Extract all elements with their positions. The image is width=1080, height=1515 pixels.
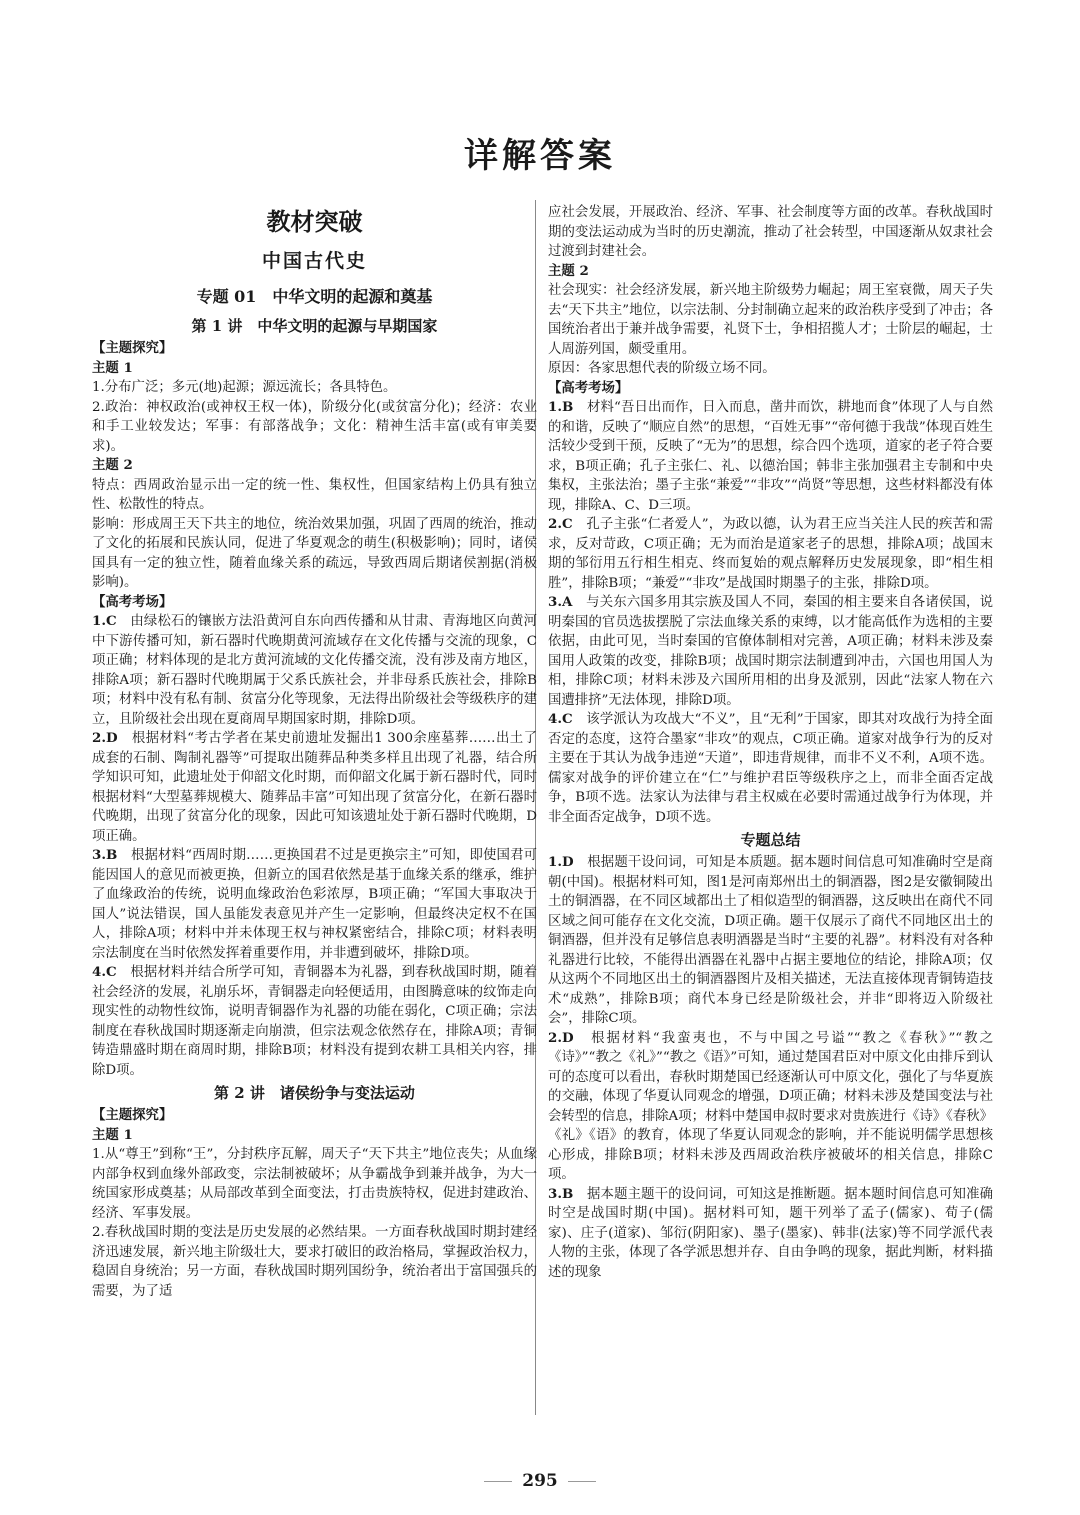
page-number: 295 — [0, 1471, 1080, 1491]
theme-label: 主题 1 — [92, 359, 133, 376]
answer-explanation: 根据材料“考古学者在某史前遗址发掘出1 300余座墓葬……出土了成套的石制、陶制礼器等”可提取出随葬品种类多样且出现了礼器，结合所学知识可知，此遗址处于仰韶文化时期，而仰韶文化属于新石器时代，同时根据材料“大型墓葬规模大、随葬品丰富”可知出现了贫富分化，在新石器时代晚期，出现了贫富分化的现象，因此可知该遗址处于新石器时代晚期，D项正确。 — [92, 731, 537, 844]
right-column — [548, 203, 993, 1282]
section-label-exam: 【高考考场】 — [92, 593, 173, 610]
answer-explanation: 由绿松石的镶嵌方法沿黄河自东向西传播和从甘肃、青海地区向黄河中下游传播可知，新石器时代晚期黄河流域存在文化传播与交流的现象，C项正确；材料体现的是北方黄河流域的文化传播交流，没有涉及南方地区，排除A项；新石器时代晚期属于父系氏族社会，并非母系氏族社会，排除B项；材料中没有私有制、贫富分化等现象，无法得出阶级社会等级秩序的建立，且阶级社会出现在夏商周早期国家时期，排除D项。 — [92, 614, 537, 727]
answer-key: 3.B — [548, 1185, 574, 1202]
answer-text: 1.从“尊王”到称“王”，分封秩序瓦解，周天子“天下共主”地位丧失；从血缘内部争权到血缘外部政变，宗法制被破坏；从争霸战争到兼并战争，为大一统国家形成奠基；从局部改革到全面变法，打击贵族特权，促进封建政治、经济、军事发展。 — [92, 1147, 537, 1221]
exam-answer-item — [92, 729, 537, 846]
answer-text: 1.分布广泛；多元(地)起源；源远流长；各具特色。 — [92, 380, 397, 395]
summary-answer-item — [548, 1185, 993, 1283]
theme-label: 主题 2 — [548, 262, 589, 279]
answer-explanation: 与关东六国多用其宗族及国人不同，秦国的相主要来自各诸侯国，说明秦国的官员选拔摆脱了宗法血缘关系的束缚，以才能高低作为选相的主要依据，由此可见，当时秦国的官僚体制相对完善，A项正确；材料未涉及秦国用人政策的改变，排除B项；战国时期宗法制遭到冲击，六国也用国人为相，排除C项；材料未涉及六国所用相的出身及派别，因此“法家人物在六国遭排挤”无法体现，排除D项。 — [548, 595, 993, 708]
left-column — [92, 205, 537, 1301]
answer-explanation: 材料“吾日出而作，日入而息，凿井而饮，耕地而食”体现了人与自然的和谐，反映了“顺应自然”的思想，“百姓无事”“帝何德于我哉”体现百姓生活较少受到干预，反映了“无为”的思想，综合四个选项，道家的老子符合要求，B项正确；孔子主张仁、礼、以德治国；韩非主张加强君主专制和中央集权，主张法治；墨子主张“兼爱”“非攻”“尚贤”等思想，这些材料都没有体现，排除A、C、D三项。 — [548, 400, 993, 513]
summary-answer-item — [548, 853, 993, 1029]
answer-text: 2.春秋战国时期的变法是历史发展的必然结果。一方面春秋战国时期封建经济迅速发展，新兴地主阶级壮大，要求打破旧的政治格局，掌握政治权力，稳固自身统治；另一方面，春秋战国时期列国纷争，统治者出于富国强兵的需要，为了适 — [92, 1225, 537, 1299]
answer-key: 4.C — [92, 964, 117, 980]
answer-key: 3.A — [548, 594, 573, 610]
answer-key: 2.D — [548, 1029, 574, 1046]
answer-key: 3.B — [92, 847, 118, 863]
exam-answer-item — [548, 593, 993, 710]
exam-answer-item — [92, 612, 537, 729]
answer-key: 4.C — [548, 711, 573, 727]
theme-label: 主题 2 — [92, 457, 133, 473]
exam-answer-item — [548, 515, 993, 593]
answer-text: 特点：西周政治显示出一定的统一性、集权性，但国家结构上仍具有独立性、松散性的特点。 — [92, 477, 537, 512]
answer-explanation: 根据题干设问词，可知是本质题。据本题时间信息可知准确时空是商朝(中国)。根据材料可知，图1是河南郑州出土的铜酒器，图2是安徽铜陵出土的铜酒器，在不同区域都出土了相似造型的铜酒器，这反映出在商代不同区域之间可能存在文化交流，D项正确。题干仅展示了商代不同地区出土的铜酒器，但并没有足够信息表明酒器是当时“主要的礼器”。材料没有对各种礼器进行比较，不能得出酒器在礼器中占据主要地位的结论，排除A项；仅从这两个不同地区出土的铜酒器图片及相关描述，无法直接体现青铜铸造技术“成熟”，排除B项；商代本身已经是阶级社会，并非“即将迈入阶级社会”，排除C项。 — [548, 855, 993, 1026]
exam-answer-item — [92, 846, 537, 963]
theme-label: 主题 1 — [92, 1126, 133, 1143]
answer-text: 应社会发展，开展政治、经济、军事、社会制度等方面的改革。春秋战国时期的变法运动成为当时的历史潮流，推动了社会转型，中国逐渐从奴隶社会过渡到封建社会。 — [548, 205, 993, 259]
topic-heading: 专题 01 中华文明的起源和奠基 — [196, 287, 433, 306]
summary-heading: 专题总结 — [740, 831, 801, 849]
section-heading-textbook: 教材突破 — [266, 207, 363, 236]
answer-text: 原因：各家思想代表的阶级立场不同。 — [548, 361, 776, 376]
section-label-exam: 【高考考场】 — [548, 379, 629, 396]
exam-answer-item — [92, 963, 537, 1080]
answer-explanation: 根据材料“西周时期……更换国君不过是更换宗主”可知，即使国君可能因国人的意见而被更换，但新立的国君依然是基于血缘关系的继承，维护了血缘政治的传统，说明血缘政治色彩浓厚，B项正确；“军国大事取决于国人”说法错误，国人虽能发表意见并产生一定影响，但最终决定权不在国人，排除A项；材料中并未体现王权与神权紧密结合，排除C项；材料表明宗法制度在当时依然发挥着重要作用，并非遭到破坏，排除D项。 — [92, 848, 537, 961]
answer-explanation: 该学派认为攻战大“不义”，且“无利”于国家，即其对攻战行为持全面否定的态度，这符合墨家“非攻”的观点，C项正确。道家对战争行为的反对主要在于其认为战争违逆“天道”，即违背规律，而非不义不利，A项不选。儒家对战争的评价建立在“仁”与维护君臣等级秩序之上，而非全面否定战争，B项不选。法家认为法律与君主权威在必要时需通过战争行为体现，并非全面否定战争，D项不选。 — [548, 712, 993, 825]
exam-answer-item — [548, 398, 993, 515]
page-title: 详解答案 — [464, 136, 616, 176]
section-heading-history: 中国古代史 — [261, 250, 367, 272]
section-label-explore: 【主题探究】 — [92, 1107, 173, 1123]
answer-explanation: 根据材料并结合所学可知，青铜器本为礼器，到春秋战国时期，随着社会经济的发展，礼崩乐坏，青铜器走向轻便适用，由图腾意味的纹饰走向现实性的动物性纹饰，说明青铜器作为礼器的功能在弱化，C项正确；宗法制度在春秋战国时期逐渐走向崩溃，但宗法观念依然存在，排除A项；青铜铸造鼎盛时期在商周时期，排除B项；材料没有提到农耕工具相关内容，排除D项。 — [92, 965, 537, 1078]
exam-answer-item — [548, 710, 993, 827]
answer-explanation: 孔子主张“仁者爱人”，为政以德，认为君王应当关注人民的疾苦和需求，反对苛政，C项正确；无为而治是道家老子的思想，排除A项；战国末期的邹衍用五行相生相克、终而复始的观点解释历史发展现象，即“相生相胜”，排除B项；“兼爱”“非攻”是战国时期墨子的主张，排除D项。 — [548, 517, 993, 591]
answer-text: 2.政治：神权政治(或神权王权一体)，阶级分化(或贫富分化)；经济：农业和手工业较发达；军事：有部落战争；文化：精神生活丰富(或有审美要求)。 — [92, 399, 537, 454]
lesson-heading-2: 第 2 讲 诸侯纷争与变法运动 — [214, 1084, 415, 1102]
answer-text: 影响：形成周王天下共主的地位，统治效果加强，巩固了西周的统治，推动了文化的拓展和民族认同，促进了华夏观念的萌生(积极影响)；同时，诸侯国具有一定的独立性，随着血缘关系的疏远，导致西周后期诸侯割据(消极影响)。 — [92, 516, 537, 590]
answer-explanation: 据本题主题干的设问词，可知这是推断题。据本题时间信息可知准确时空是战国时期(中国)。据材料可知，题干列举了孟子(儒家)、荀子(儒家)、庄子(道家)、邹衍(阴阳家)、墨子(墨家)、韩非(法家)等不同学派代表人物的主张，体现了各学派思想并存、自由争鸣的现象，据此判断，材料描述的现象 — [548, 1186, 993, 1280]
section-label-explore: 【主题探究】 — [92, 340, 173, 356]
answer-key: 1.D — [548, 854, 574, 870]
answer-key: 2.D — [92, 730, 118, 746]
answer-text: 社会现实：社会经济发展，新兴地主阶级势力崛起；周王室衰微，周天子失去“天下共主”地位，以宗法制、分封制确立起来的政治秩序受到了冲击；各国统治者出于兼并战争需要，礼贤下士，争相招揽人才；士阶层的崛起，士人周游列国，颇受重用。 — [548, 283, 993, 357]
summary-answer-item — [548, 1029, 993, 1185]
answer-key: 2.C — [548, 516, 573, 532]
answer-key: 1.B — [548, 399, 574, 415]
lesson-heading-1: 第 1 讲 中华文明的起源与早期国家 — [191, 317, 438, 335]
answer-key: 1.C — [92, 613, 117, 629]
answer-explanation: 根据材料“我蛮夷也，不与中国之号谥”“教之《春秋》”“教之《诗》”“教之《礼》”“教之《语》”可知，通过楚国君臣对中原文化由排斥到认可的态度可以看出，春秋时期楚国已经逐渐认可中原文化，强化了与华夏族的交融，体现了华夏认同观念的增强，D项正确；材料未涉及楚国变法与社会转型的信息，排除A项；材料中楚国申叔时要求对贵族进行《诗》《春秋》《礼》《语》的教育，体现了华夏认同观念的影响，并不能说明儒学思想核心形成，排除B项；材料未涉及西周政治秩序被破坏的相关信息，排除C项。 — [548, 1030, 993, 1182]
